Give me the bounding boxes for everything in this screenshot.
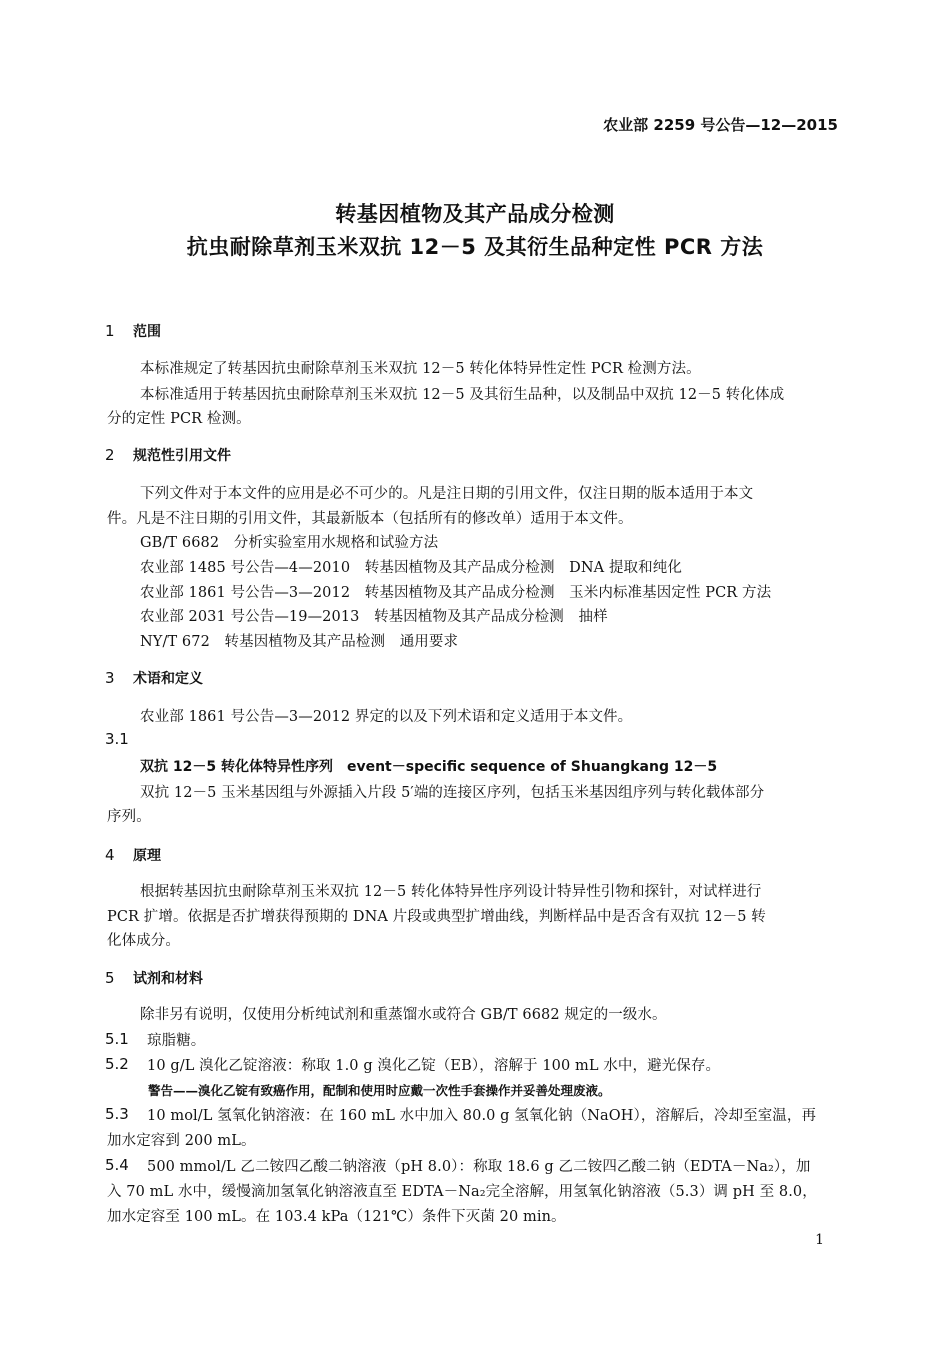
item-text: 500 mmol/L 乙二铵四乙酸二钠溶液（pH 8.0）：称取 18.6 g 乙二铵四乙酸二钠（EDTA－Na₂），加 (147, 1159, 811, 1175)
page-title: 转基因植物及其产品成分检测 (335, 202, 615, 226)
paragraph-continuation: 序列。 (107, 809, 151, 825)
paragraph-continuation: 加水定容到 200 mL。 (107, 1133, 256, 1149)
reference-item: 农业部 1485 号公告—4—2010 转基因植物及其产品成分检测 DNA 提取和纯化 (140, 560, 682, 576)
paragraph: 本标准规定了转基因抗虫耐除草剂玉米双抗 12－5 转化体特异性定性 PCR 检测方法。 (140, 361, 701, 377)
item-number: 5.1 (105, 1030, 129, 1048)
item-number: 5.4 (105, 1156, 129, 1174)
paragraph: 除非另有说明，仅使用分析纯试剂和重蒸馏水或符合 GB/T 6682 规定的一级水。 (140, 1007, 667, 1023)
item-text: 10 g/L 溴化乙锭溶液：称取 1.0 g 溴化乙锭（EB），溶解于 100 mL 水中，避光保存。 (147, 1058, 721, 1074)
paragraph: 农业部 1861 号公告—3—2012 界定的以及下列术语和定义适用于本文件。 (140, 709, 633, 725)
section-3-heading: 3 术语和定义 (105, 669, 203, 687)
warning-note: 警告——溴化乙锭有致癌作用，配制和使用时应戴一次性手套操作并妥善处理废液。 (148, 1083, 611, 1098)
paragraph-continuation: 件。凡是不注日期的引用文件，其最新版本（包括所有的修改单）适用于本文件。 (107, 511, 633, 527)
paragraph-continuation: 化体成分。 (107, 933, 180, 949)
paragraph-continuation: PCR 扩增。依据是否扩增获得预期的 DNA 片段或典型扩增曲线，判断样品中是否含有双抗 12－5 转 (107, 909, 766, 925)
term-title: 双抗 12－5 转化体特异性序列 event－specific sequence of Shuangkang 12－5 (140, 759, 718, 775)
document-number: 农业部 2259 号公告—12—2015 (603, 116, 838, 134)
paragraph: 下列文件对于本文件的应用是必不可少的。凡是注日期的引用文件，仅注日期的版本适用于本文 (140, 486, 754, 502)
section-4-heading: 4 原理 (105, 846, 161, 864)
item-number: 5.3 (105, 1105, 129, 1123)
section-5-heading: 5 试剂和材料 (105, 969, 203, 987)
paragraph: 根据转基因抗虫耐除草剂玉米双抗 12－5 转化体特异性序列设计特异性引物和探针，对试样进行 (140, 884, 762, 900)
subsection-number: 3.1 (105, 730, 129, 748)
paragraph-continuation: 入 70 mL 水中，缓慢滴加氢氧化钠溶液直至 EDTA－Na₂完全溶解，用氢氧化钠溶液（5.3）调 pH 至 8.0， (107, 1184, 817, 1200)
item-number: 5.2 (105, 1055, 129, 1073)
reference-item: 农业部 2031 号公告—19—2013 转基因植物及其产品成分检测 抽样 (140, 609, 608, 625)
term-definition: 双抗 12－5 玉米基因组与外源插入片段 5′端的连接区序列，包括玉米基因组序列与转化载体部分 (140, 785, 765, 801)
section-1-heading: 1 范围 (105, 322, 161, 340)
page-subtitle: 抗虫耐除草剂玉米双抗 12－5 及其衍生品种定性 PCR 方法 (186, 235, 764, 259)
section-2-heading: 2 规范性引用文件 (105, 446, 231, 464)
reference-item: GB/T 6682 分析实验室用水规格和试验方法 (140, 535, 439, 551)
paragraph: 本标准适用于转基因抗虫耐除草剂玉米双抗 12－5 及其衍生品种，以及制品中双抗 12－5 转化体成 (140, 387, 785, 403)
paragraph-continuation: 分的定性 PCR 检测。 (107, 411, 251, 427)
page-number: 1 (815, 1232, 824, 1248)
item-text: 10 mol/L 氢氧化钠溶液：在 160 mL 水中加入 80.0 g 氢氧化钠（NaOH），溶解后，冷却至室温，再 (147, 1108, 817, 1124)
reference-item: NY/T 672 转基因植物及其产品检测 通用要求 (140, 634, 459, 650)
item-text: 琼脂糖。 (147, 1033, 206, 1049)
reference-item: 农业部 1861 号公告—3—2012 转基因植物及其产品成分检测 玉米内标准基因定性 PCR 方法 (140, 585, 772, 601)
paragraph-continuation: 加水定容至 100 mL。在 103.4 kPa（121℃）条件下灭菌 20 min。 (107, 1209, 566, 1225)
